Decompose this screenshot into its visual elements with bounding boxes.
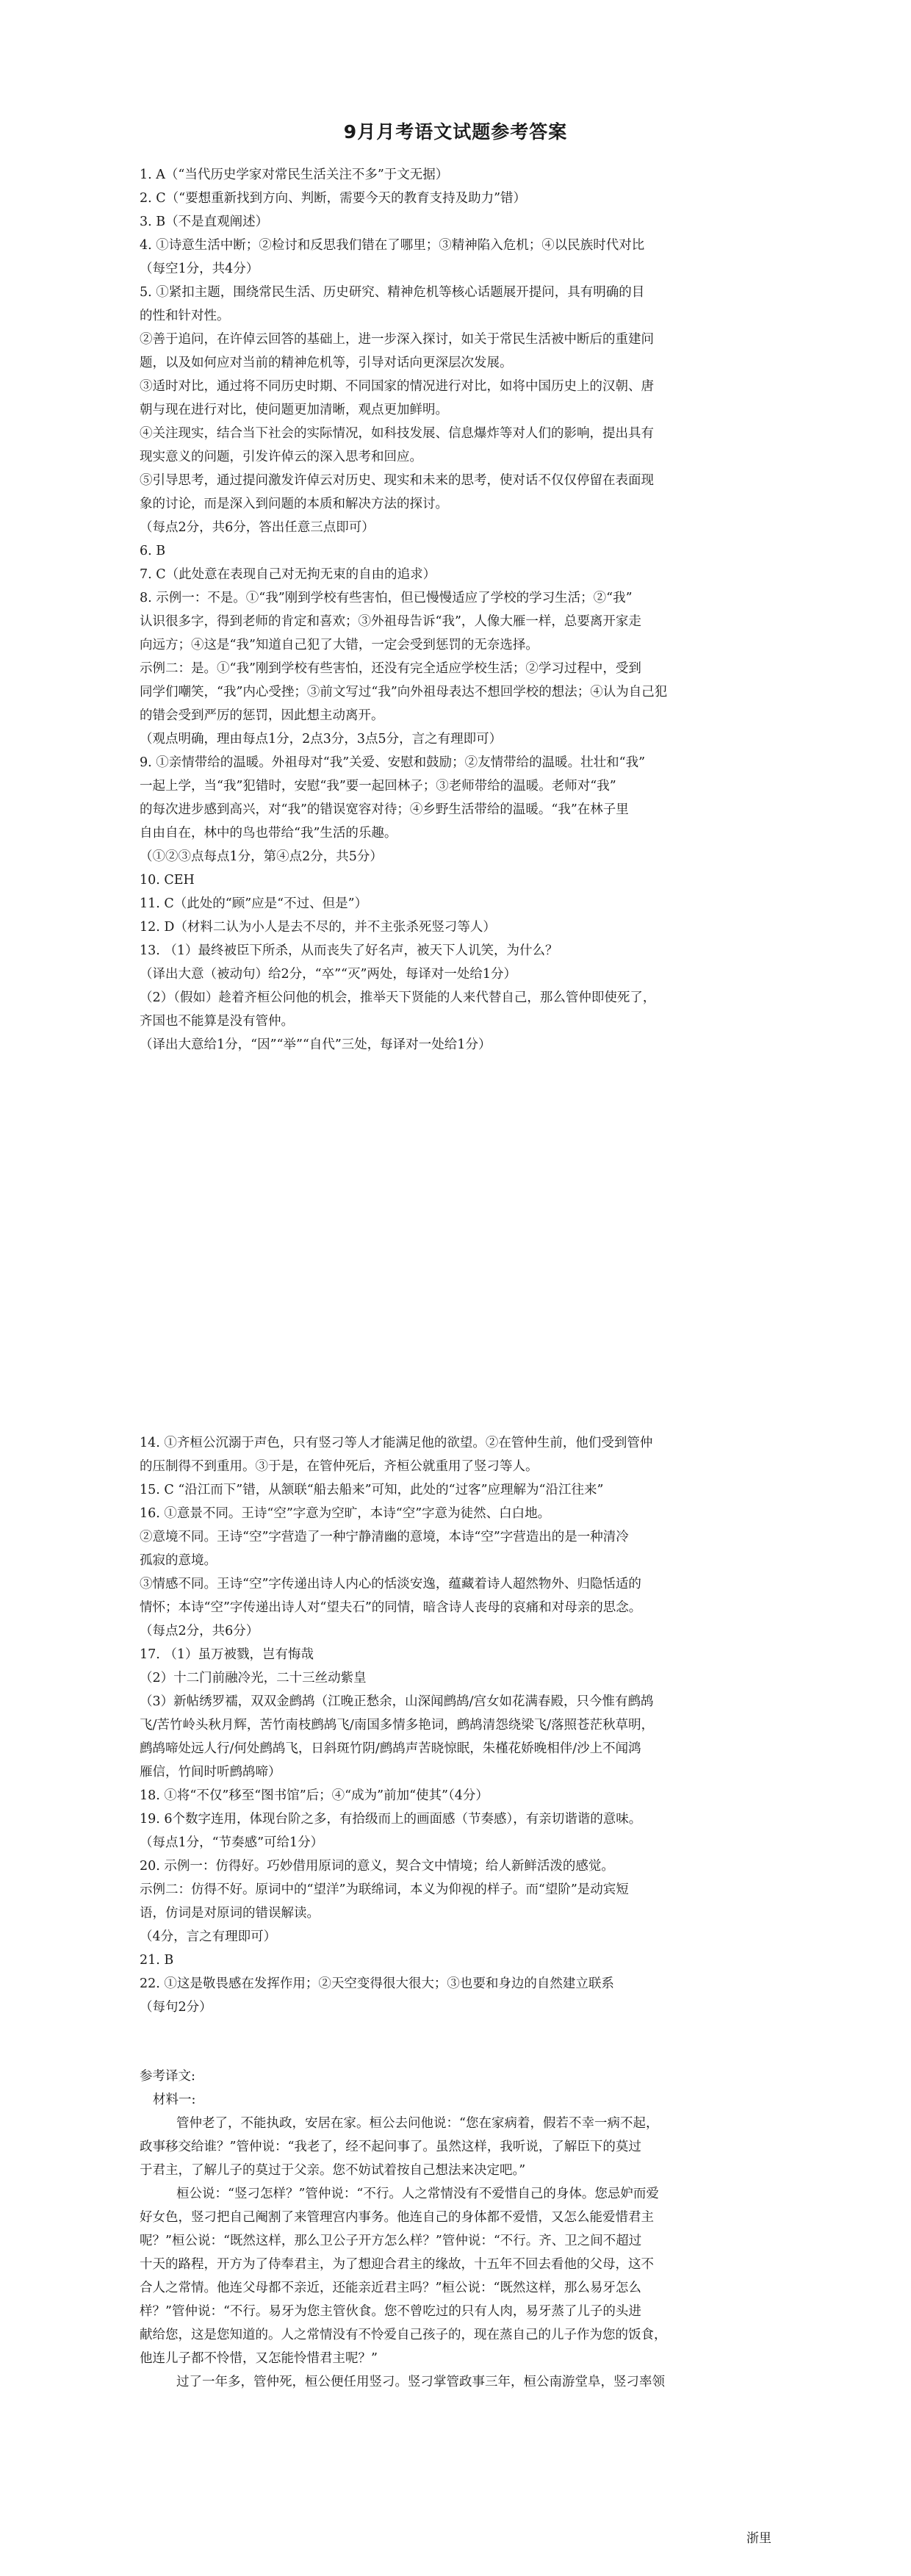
text-line: 12. D（材料二认为小人是去不尽的，并不主张杀死竖刁等人）: [140, 920, 496, 935]
text-line: （3）新帖绣罗襦，双双金鹧鸪（江晚正愁余，山深闻鹧鸪/宫女如花满春殿，只今惟有鹧鸪: [140, 1694, 654, 1709]
text-line: 4. ①诗意生活中断；②检讨和反思我们错在了哪里；③精神陷入危机；④以民族时代对比: [140, 238, 645, 253]
text-line: 好女色，竖刁把自己阉割了来管理宫内事务。他连自己的身体都不爱惜，又怎么能爱惜君主: [140, 2210, 654, 2225]
text-line: 向远方；④这是“我”知道自己犯了大错，一定会受到惩罚的无奈选择。: [140, 638, 539, 652]
text-line: 他连儿子都不怜惜，又怎能怜惜君主呢？”: [140, 2351, 378, 2366]
text-line: 题，以及如何应对当前的精神危机等，引导对话向更深层次发展。: [140, 356, 513, 370]
text-line: 自由自在，林中的鸟也带给“我”生活的乐趣。: [140, 826, 397, 841]
text-line: 朝与现在进行对比，使问题更加清晰，观点更加鲜明。: [140, 403, 448, 417]
text-line: （①②③点每点1分，第④点2分，共5分）: [140, 849, 383, 864]
text-line: 材料一:: [153, 2093, 196, 2107]
text-line: 2. C（“要想重新找到方向、判断，需要今天的教育支持及助力”错）: [140, 191, 527, 206]
text-line: 认识很多字，得到老师的肯定和喜欢；③外祖母告诉“我”，人像大雁一样，总要离开家走: [140, 614, 641, 629]
answers-section-2: [140, 1431, 786, 2019]
answers-section-1: [140, 163, 786, 1057]
text-line: 呢？”桓公说：“既然这样，那么卫公子开方怎么样？”管仲说：“不行。齐、卫之间不超过: [140, 2234, 642, 2248]
text-line: 参考译文:: [140, 2069, 195, 2084]
text-line: （每点2分，共6分，答出任意三点即可）: [140, 520, 375, 535]
text-line: 雁信，竹间时听鹧鸪啼）: [140, 1765, 281, 1780]
text-line: 19. 6个数字连用，体现台阶之多，有拾级而上的画面感（节奏感），有亲切谐谐的意味。: [140, 1812, 642, 1827]
text-line: 样？”管仲说：“不行。易牙为您主管伙食。您不曾吃过的只有人肉，易牙蒸了儿子的头进: [140, 2304, 641, 2319]
text-line: （4分，言之有理即可）: [140, 1929, 277, 1944]
text-line: 齐国也不能算是没有管仲。: [140, 1014, 294, 1029]
text-line: 17. （1）虽万被戮，岂有悔哉: [140, 1647, 314, 1662]
text-line: 6. B: [140, 544, 166, 558]
text-line: 象的讨论，而是深入到问题的本质和解决方法的探讨。: [140, 497, 448, 511]
text-line: 现实意义的问题，引发许倬云的深入思考和回应。: [140, 450, 422, 464]
text-line: 政事移交给谁？”管仲说：“我老了，经不起问事了。虽然这样，我听说，了解臣下的莫过: [140, 2140, 641, 2154]
text-line: ③情感不同。王诗“空”字传递出诗人内心的恬淡安逸，蕴藏着诗人超然物外、归隐恬适的: [140, 1577, 641, 1591]
text-line: ⑤引导思考，通过提问激发许倬云对历史、现实和未来的思考，使对话不仅仅停留在表面现: [140, 473, 654, 488]
text-line: 的性和针对性。: [140, 309, 230, 323]
text-line: ②意境不同。王诗“空”字营造了一种宁静清幽的意境，本诗“空”字营造出的是一种清冷: [140, 1530, 629, 1544]
text-line: ④关注现实，结合当下社会的实际情况，如科技发展、信息爆炸等对人们的影响，提出具有: [140, 426, 654, 441]
text-line: 18. ①将“不仅”移至“图书馆”后；④“成为”前加“使其”（4分）: [140, 1788, 489, 1803]
text-line: 16. ①意景不同。王诗“空”字意为空旷，本诗“空”字意为徒然、白白地。: [140, 1506, 551, 1521]
text-line: 8. 示例一：不是。①“我”刚到学校有些害怕，但已慢慢适应了学校的学习生活；②“我”: [140, 591, 633, 605]
text-line: 示例二：是。①“我”刚到学校有些害怕，还没有完全适应学校生活；②学习过程中，受到: [140, 661, 641, 676]
text-line: 13. （1）最终被臣下所杀，从而丧失了好名声，被天下人讥笑，为什么？: [140, 943, 558, 958]
text-line: 桓公说：“竖刁怎样？”管仲说：“不行。人之常情没有不爱惜自己的身体。您忌妒而爱: [176, 2187, 659, 2201]
text-line: 22. ①这是敬畏感在发挥作用；②天空变得很大很大；③也要和身边的自然建立联系: [140, 1976, 614, 1991]
text-line: 14. ①齐桓公沉溺于声色，只有竖刁等人才能满足他的欲望。②在管仲生前，他们受到管仲: [140, 1436, 653, 1450]
text-line: （观点明确，理由每点1分，2点3分，3点5分，言之有理即可）: [140, 732, 503, 746]
text-line: 同学们嘲笑，“我”内心受挫；③前文写过“我”向外祖母表达不想回学校的想法；④认为自己犯: [140, 685, 668, 699]
text-line: ③适时对比，通过将不同历史时期、不同国家的情况进行对比，如将中国历史上的汉朝、唐: [140, 379, 654, 394]
text-line: （每空1分，共4分）: [140, 262, 259, 276]
text-line: （每点1分，“节奏感”可给1分）: [140, 1835, 324, 1850]
text-line: （2）（假如）趁着齐桓公问他的机会，推举天下贤能的人来代替自己，那么管仲即使死了，: [140, 990, 656, 1005]
text-line: 于君主，了解儿子的莫过于父亲。您不妨试着按自己想法来决定吧。”: [140, 2163, 526, 2178]
text-line: ②善于追问，在许倬云回答的基础上，进一步深入探讨，如关于常民生活被中断后的重建问: [140, 332, 654, 347]
text-line: 5. ①紧扣主题，围绕常民生活、历史研究、精神危机等核心话题展开提问，具有明确的目: [140, 285, 645, 300]
text-line: 9. ①亲情带给的温暖。外祖母对“我”关爱、安慰和鼓励；②友情带给的温暖。壮壮和“我”: [140, 755, 646, 770]
text-line: 21. B: [140, 1953, 174, 1968]
text-line: 过了一年多，管仲死，桓公便任用竖刁。竖刁掌管政事三年，桓公南游堂阜，竖刁率领: [176, 2375, 665, 2389]
footer-mark: 浙里: [746, 2531, 771, 2546]
text-line: 十天的路程，开方为了侍奉君主，为了想迎合君主的缘故，十五年不回去看他的父母，这不: [140, 2257, 654, 2272]
text-line: （2）十二门前融冷光，二十三丝动紫皇: [140, 1671, 367, 1685]
text-line: 献给您，这是您知道的。人之常情没有不怜爱自己孩子的，现在蒸自己的儿子作为您的饭食，: [140, 2328, 667, 2342]
translation-section: [140, 2065, 786, 2394]
text-line: 10. CEH: [140, 873, 195, 888]
text-line: 1. A（“当代历史学家对常民生活关注不多”于文无据）: [140, 168, 449, 182]
text-line: （译出大意给1分，“因”“举”“自代”三处，每译对一处给1分）: [140, 1037, 491, 1052]
text-line: （每句2分）: [140, 2000, 212, 2015]
text-line: 鹧鸪啼处远人行/何处鹧鸪飞，日斜斑竹阴/鹧鸪声苦晓惊眠，朱槿花娇晚相伴/沙上不闻鸿: [140, 1741, 641, 1756]
text-line: 3. B（不是直观阐述）: [140, 215, 269, 229]
text-line: （每点2分，共6分）: [140, 1624, 259, 1638]
text-line: 一起上学，当“我”犯错时，安慰“我”要一起回林子；③老师带给的温暖。老师对“我”: [140, 779, 616, 794]
text-line: 孤寂的意境。: [140, 1553, 217, 1568]
text-line: 合人之常情。他连父母都不亲近，还能亲近君主吗？”桓公说：“既然这样，那么易牙怎么: [140, 2281, 641, 2295]
text-line: 的每次进步感到高兴，对“我”的错误宽容对待；④乡野生活带给的温暖。“我”在林子里: [140, 802, 629, 817]
text-line: 的压制得不到重用。③于是，在管仲死后，齐桓公就重用了竖刁等人。: [140, 1459, 539, 1474]
text-line: 飞/苦竹岭头秋月辉，苦竹南枝鹧鸪飞/南国多情多艳词，鹧鸪清怨绕梁飞/落照苍茫秋草明，: [140, 1718, 655, 1733]
text-line: 的错会受到严厉的惩罚，因此想主动离开。: [140, 708, 384, 723]
text-line: 20. 示例一：仿得好。巧妙借用原词的意义，契合文中情境；给人新鲜活泼的感觉。: [140, 1859, 614, 1874]
text-line: 11. C（此处的“顾”应是“不过、但是”）: [140, 896, 368, 911]
text-line: 情怀；本诗“空”字传递出诗人对“望夫石”的同情，暗含诗人丧母的哀痛和对母亲的思念。: [140, 1600, 642, 1615]
text-line: 语，仿词是对原词的错误解读。: [140, 1906, 320, 1921]
page-title: 9月月考语文试题参考答案: [343, 121, 568, 143]
text-line: 管仲老了，不能执政，安居在家。桓公去问他说：“您在家病着，假若不幸一病不起，: [176, 2116, 659, 2131]
text-line: 15. C “沿江而下”错，从颔联“船去船来”可知，此处的“过客”应理解为“沿江往来”: [140, 1483, 604, 1497]
text-line: 示例二：仿得不好。原词中的“望洋”为联绵词，本义为仰视的样子。而“望阶”是动宾短: [140, 1882, 629, 1897]
text-line: 7. C（此处意在表现自己对无拘无束的自由的追求）: [140, 567, 436, 582]
text-line: （译出大意（被动句）给2分，“卒”“灭”两处，每译对一处给1分）: [140, 967, 517, 982]
